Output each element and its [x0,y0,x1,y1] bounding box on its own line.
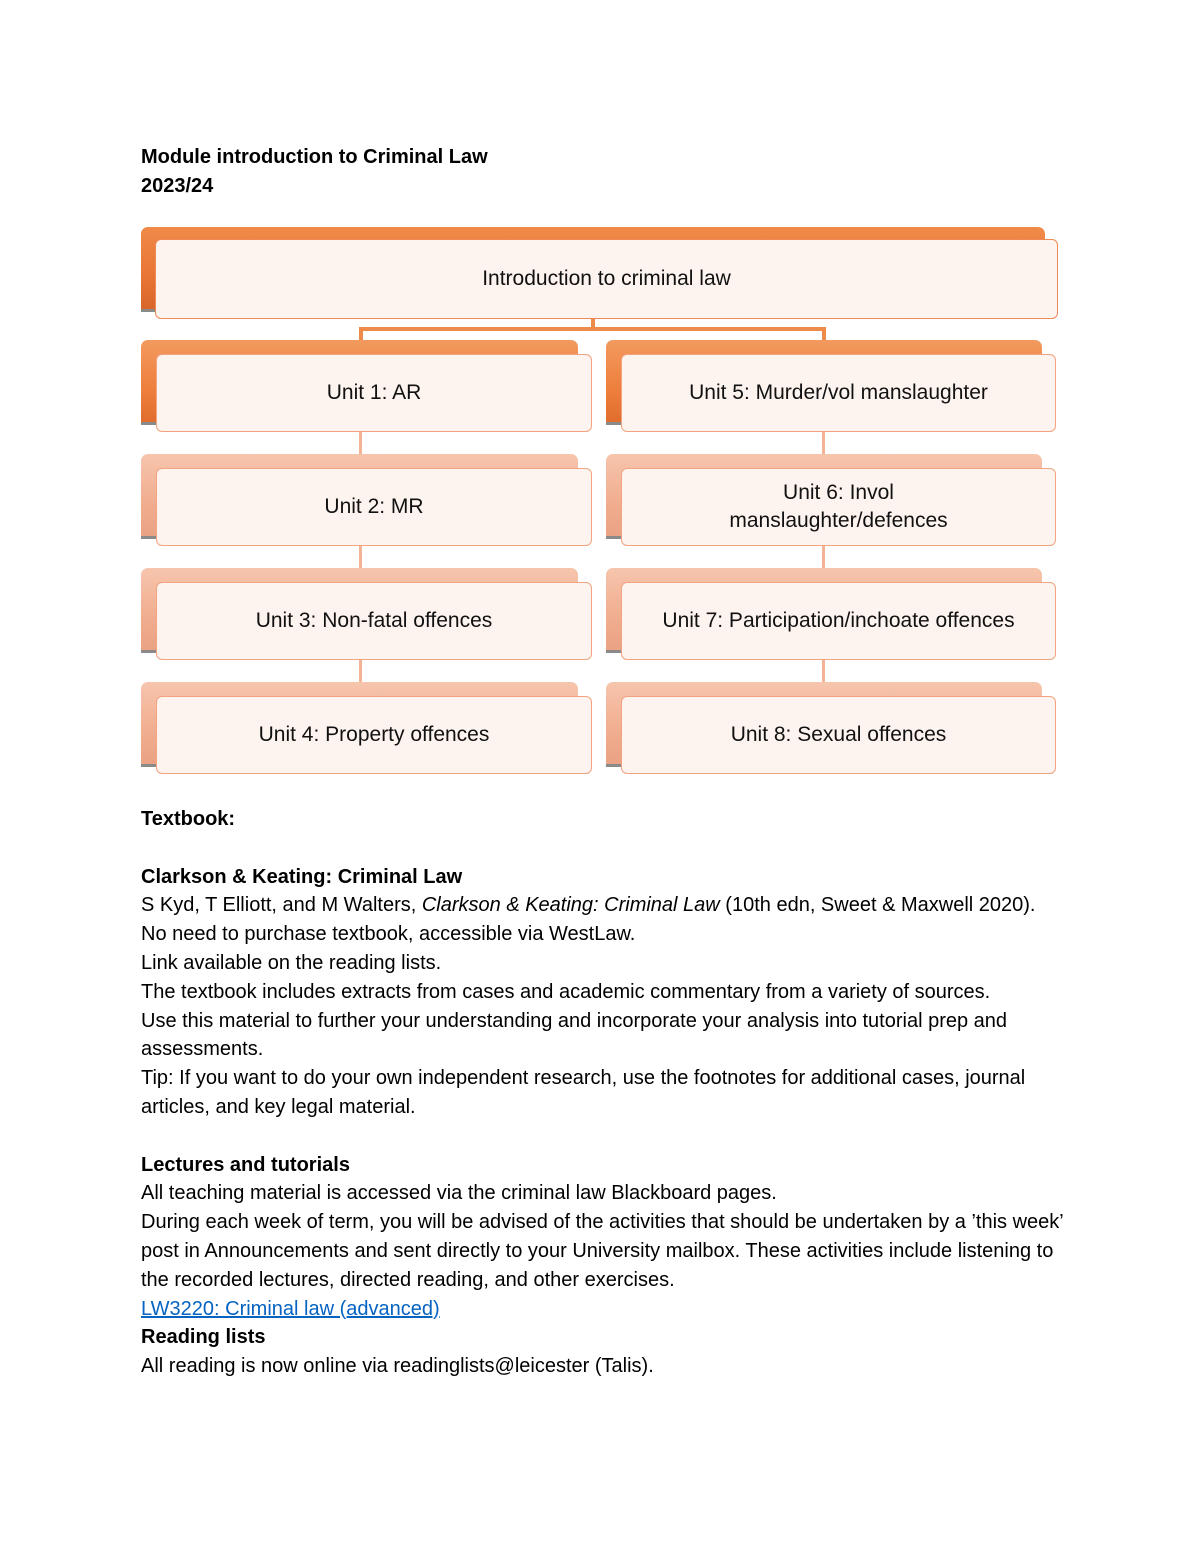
lectures-line-material: All teaching material is accessed via the criminal law Blackboard pages. [141,1182,777,1205]
citation-authors: S Kyd, T Elliott, and M Walters, [141,894,422,917]
unit-5-node: Unit 5: Murder/vol manslaughter [621,354,1056,432]
unit-2-node: Unit 2: MR [156,468,592,546]
unit-6-node: Unit 6: Invol manslaughter/defences [621,468,1056,546]
connector-horizontal [359,327,826,331]
textbook-line-use: Use this material to further your understanding and incorporate your analysis into tutorial prep and assessments. [141,1009,1008,1061]
document-body [141,805,1071,1381]
reading-line: All reading is now online via readinglists@leicester (Talis). [141,1355,654,1378]
unit-4-node: Unit 4: Property offences [156,696,592,774]
citation-publication: (10th edn, Sweet & Maxwell 2020). [719,894,1036,917]
textbook-line-access: No need to purchase textbook, accessible via WestLaw. [141,923,636,946]
document-title: Module introduction to Criminal Law [141,146,488,168]
document-year: 2023/24 [141,175,214,197]
textbook-line-tip: Tip: If you want to do your own independent research, use the footnotes for additional cases, journal articles, and key legal material. [141,1067,1026,1118]
reading-heading: Reading lists [141,1326,266,1349]
textbook-title: Clarkson & Keating: Criminal Law [141,865,463,888]
lectures-heading: Lectures and tutorials [141,1153,350,1176]
unit-7-node: Unit 7: Participation/inchoate offences [621,582,1056,660]
textbook-citation [141,891,1071,920]
textbook-heading: Textbook: [141,808,236,830]
root-node: Introduction to criminal law [155,239,1058,319]
citation-title: Clarkson & Keating: Criminal Law [421,894,720,917]
unit-3-node: Unit 3: Non-fatal offences [156,582,592,660]
textbook-line-link: Link available on the reading lists. [141,951,442,974]
module-link[interactable]: LW3220: Criminal law (advanced) [141,1297,440,1320]
unit-1-node: Unit 1: AR [156,354,592,432]
lectures-line-weekly: During each week of term, you will be advised of the activities that should be undertaken by a ’this week’ post in Announcements and sent directly to your University mailbox. These activities include listening to the recorded lectures, directed reading, and other exercises. [141,1211,1063,1291]
textbook-line-extracts: The textbook includes extracts from cases and academic commentary from a variety of sources. [141,980,991,1003]
unit-8-node: Unit 8: Sexual offences [621,696,1056,774]
